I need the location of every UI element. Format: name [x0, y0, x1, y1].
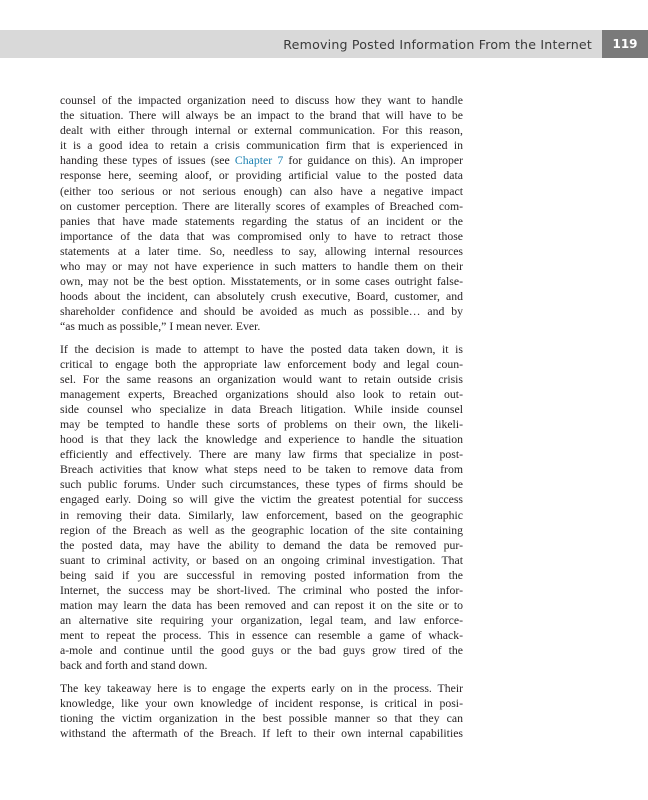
text-line: ment to repeat the process. This in essence can resemble a game of whack- [60, 629, 463, 643]
running-header-title: Removing Posted Information From the Internet [283, 37, 592, 52]
text-line: being said if you are successful in removing posted information from the [60, 568, 463, 582]
text-fragment: handing these types of issues (see [60, 154, 235, 168]
paragraph-2 [60, 342, 463, 674]
text-line: mation may learn the data has been removed and can repost it on the site or to [60, 599, 463, 613]
text-line: hoods about the incident, can absolutely crush executive, Board, customer, and [60, 290, 463, 304]
text-line: (either too serious or not serious enough) can also have a negative impact [60, 184, 463, 198]
text-line: Internet, the success may be short-lived. The criminal who posted the infor- [60, 584, 463, 597]
text-line: statements at a later time. So, needless to say, allowing internal resources [60, 244, 463, 258]
text-line: side counsel who specialize in data Breach litigation. While inside counsel [60, 402, 463, 416]
text-line: it is a good idea to retain a crisis communication firm that is experienced in [60, 139, 463, 153]
paragraph-1 [60, 93, 463, 335]
text-fragment: for guidance on this). An improper [283, 154, 463, 168]
text-line: “as much as possible,” I mean never. Ever. [60, 320, 261, 334]
text-line: The key takeaway here is to engage the experts early on in the process. Their [60, 681, 463, 695]
text-line: a-mole and continue until the good guys or the bad guys grow tired of the [60, 644, 463, 658]
text-line: counsel of the impacted organization need to discuss how they want to handle [60, 94, 463, 107]
text-line: engaged early. Doing so will give the victim the greatest potential for success [60, 493, 463, 507]
text-line: region of the Breach as well as the geographic location of the site containing [60, 523, 463, 537]
text-line: may be tempted to handle these sorts of problems on their own, the likeli- [60, 417, 463, 431]
text-line: Breach activities that know what steps need to be taken to remove data from [60, 463, 463, 477]
text-line: importance of the data that was compromised only to have to retract those [60, 229, 463, 243]
text-line: the posted data, may have the ability to demand the data be removed pur- [60, 538, 463, 552]
text-line: response here, seeming aloof, or providing artificial value to the posted data [60, 169, 463, 183]
text-line: suant to criminal activity, or based on an ongoing criminal investigation. That [60, 553, 463, 567]
chapter-7-link[interactable]: Chapter 7 [234, 154, 284, 168]
text-line: knowledge, like your own knowledge of incident response, is critical in posi- [60, 696, 463, 710]
text-line: shareholder confidence and should be avoided as much as possible… and by [60, 305, 463, 319]
page-number: 119 [602, 30, 648, 58]
text-line: an alternative site requiring your organization, legal team, and law enforce- [60, 614, 463, 628]
text-line: in removing their data. Similarly, law enforcement, based on the geographic [60, 508, 463, 522]
text-line: withstand the aftermath of the Breach. If left to their own internal capabilities [60, 726, 463, 740]
text-line: critical to engage both the appropriate law enforcement body and legal coun- [60, 357, 463, 371]
text-line: dealt with either through internal or external communication. For this reason, [60, 124, 463, 138]
text-line: panies that have made statements regarding the status of an incident or the [60, 214, 463, 228]
text-line: management experts, Breached organizations should also look to retain out- [60, 387, 463, 401]
text-line: efficiently and effectively. There are many law firms that specialize in post- [60, 448, 463, 462]
body-text [60, 93, 463, 741]
text-line: on customer perception. There are literally scores of examples of Breached com- [60, 199, 463, 213]
text-line: sel. For the same reasons an organization would want to retain outside crisis [60, 372, 463, 386]
paragraph-3 [60, 681, 463, 741]
text-line: If the decision is made to attempt to have the posted data taken down, it is [60, 342, 463, 356]
running-header [0, 30, 648, 58]
text-line: such public forums. Under such circumstances, these types of firms should be [60, 478, 463, 492]
text-line: the situation. There will always be an impact to the brand that will have to be [60, 109, 463, 123]
text-line: tioning the victim organization in the best possible manner so that they can [60, 711, 463, 725]
text-line: who may or may not have experience in such matters to handle them on their [60, 260, 463, 274]
text-line-with-xref [60, 153, 463, 168]
text-line: hood is that they lack the knowledge and experience to handle the situation [60, 433, 463, 447]
text-line: back and forth and stand down. [60, 659, 208, 673]
text-line: own, may not be the best option. Misstatements, or in some cases outright false- [60, 275, 463, 289]
